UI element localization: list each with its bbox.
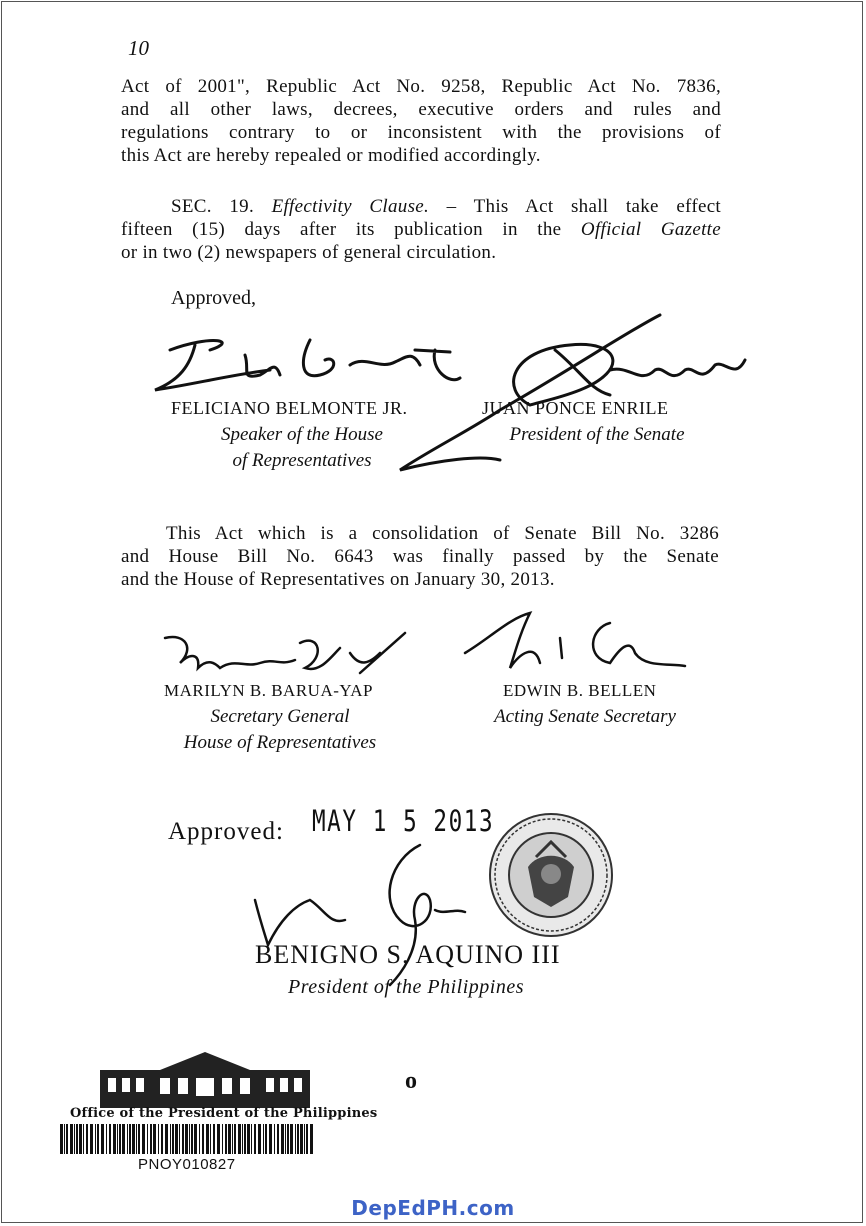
barcode-image (60, 1124, 316, 1154)
barcode-bar (199, 1124, 200, 1154)
barcode-bar (60, 1124, 63, 1154)
effectivity-paragraph (121, 195, 721, 264)
president-title: President of the Philippines (288, 976, 525, 998)
final-approved-label: Approved: (168, 818, 284, 845)
presidential-seal (488, 812, 614, 938)
page-border (1, 1, 863, 1223)
section-heading: Effectivity Clause. (271, 196, 430, 217)
barcode-bar (147, 1124, 148, 1154)
repeal-line-4: this Act are hereby repealed or modified accordingly. (121, 145, 541, 166)
barcode-bar (76, 1124, 78, 1154)
bellen-name: EDWIN B. BELLEN (503, 681, 657, 700)
effectivity-line-2 (121, 218, 721, 241)
approval-date-stamp: MAY 1 5 2013 (312, 804, 495, 838)
barcode-bar (258, 1124, 261, 1154)
repeal-line-1: Act of 2001", Republic Act No. 9258, Republic Act No. 7836, (121, 76, 721, 97)
barcode-bar (175, 1124, 178, 1154)
barcode-bar (117, 1124, 118, 1154)
barcode-bar (232, 1124, 233, 1154)
barcode-bar (194, 1124, 197, 1154)
effectivity-line-2-text: fifteen (15) days after its publication in the (121, 219, 562, 240)
passage-line-3: and the House of Representatives on January 30, 2013. (121, 569, 555, 590)
enrile-title: President of the Senate (509, 424, 685, 445)
barcode-bar (269, 1124, 272, 1154)
barcode-bar (222, 1124, 223, 1154)
barcode-bar (189, 1124, 190, 1154)
barcode-bar (179, 1124, 180, 1154)
approved-label: Approved, (171, 287, 256, 309)
barcode-bar (70, 1124, 73, 1154)
barua-yap-title-1: Secretary General (210, 706, 350, 727)
barcode-bar (210, 1124, 211, 1154)
barcode-bar (74, 1124, 75, 1154)
effectivity-line-1-text: – This Act shall take effect (446, 196, 722, 217)
barcode-bar (185, 1124, 188, 1154)
bellen-title: Acting Senate Secretary (494, 706, 676, 727)
barcode-bar (213, 1124, 215, 1154)
barcode-bar (228, 1124, 231, 1154)
barcode-bar (206, 1124, 209, 1154)
barcode-bar (238, 1124, 241, 1154)
barcode-bar (263, 1124, 264, 1154)
repeal-line-3: regulations contrary to or inconsistent with the provisions of (121, 122, 721, 143)
passage-line-1: This Act which is a consolidation of Senate Bill No. 3286 (166, 523, 719, 544)
barcode-bar (150, 1124, 152, 1154)
watermark: DepEdPH.com (351, 1196, 515, 1220)
barcode-bar (83, 1124, 84, 1154)
malacanang-building-image (100, 1050, 310, 1108)
barcode-bar (295, 1124, 296, 1154)
barcode-bar (127, 1124, 128, 1154)
barcode-bar (86, 1124, 88, 1154)
barua-yap-title-2: House of Representatives (183, 732, 377, 753)
bellen-signature (460, 608, 690, 678)
barcode-bar (129, 1124, 131, 1154)
official-gazette: Official Gazette (580, 219, 721, 240)
barcode-bar (119, 1124, 121, 1154)
barcode-bar (310, 1124, 313, 1154)
barcode-bar (97, 1124, 99, 1154)
barcode-bar (165, 1124, 168, 1154)
effectivity-line-3: or in two (2) newspapers of general circulation. (121, 242, 497, 263)
barcode-bar (306, 1124, 308, 1154)
end-mark: o (405, 1068, 417, 1094)
barcode-bar (304, 1124, 305, 1154)
passage-paragraph (121, 522, 719, 591)
barcode-bar (142, 1124, 145, 1154)
enrile-signature (380, 310, 760, 480)
barcode-bar (254, 1124, 256, 1154)
barcode-bar (122, 1124, 125, 1154)
barcode-bar (251, 1124, 252, 1154)
barcode-bar (158, 1124, 159, 1154)
barcode-bar (191, 1124, 193, 1154)
passage-line-2: and House Bill No. 6643 was finally passed by the Senate (121, 546, 719, 567)
barcode-bar (138, 1124, 140, 1154)
barcode-bar (285, 1124, 286, 1154)
belmonte-title-1: Speaker of the House (221, 424, 383, 445)
barcode-bar (217, 1124, 220, 1154)
enrile-name: JUAN PONCE ENRILE (482, 398, 669, 418)
repeal-line-2: and all other laws, decrees, executive orders and rules and (121, 99, 721, 120)
barcode-bar (153, 1124, 156, 1154)
barcode-bar (202, 1124, 204, 1154)
barcode-bar (90, 1124, 93, 1154)
barcode-bar (106, 1124, 107, 1154)
belmonte-title-2: of Representatives (232, 450, 372, 471)
barcode-bar (64, 1124, 65, 1154)
barua-yap-signature (160, 628, 410, 688)
barcode-number: PNOY010827 (138, 1156, 236, 1173)
barcode-bar (247, 1124, 250, 1154)
barcode-bar (109, 1124, 111, 1154)
barcode-bar (132, 1124, 135, 1154)
barcode-bar (265, 1124, 267, 1154)
barcode-bar (170, 1124, 171, 1154)
barcode-bar (182, 1124, 184, 1154)
barcode-bar (274, 1124, 275, 1154)
barcode-bar (300, 1124, 303, 1154)
barcode-bar (277, 1124, 279, 1154)
barcode-bar (225, 1124, 227, 1154)
president-name: BENIGNO S. AQUINO III (255, 940, 561, 969)
barcode-bar (95, 1124, 96, 1154)
barcode-bar (281, 1124, 284, 1154)
office-of-the-president-text: Office of the President of the Philippines (70, 1106, 378, 1121)
repeal-paragraph (121, 75, 721, 167)
barua-yap-name: MARILYN B. BARUA-YAP (164, 681, 374, 700)
section-label: SEC. 19. (171, 196, 254, 217)
effectivity-line-1 (121, 195, 721, 218)
barcode-bar (297, 1124, 299, 1154)
barcode-bar (66, 1124, 68, 1154)
barcode-bar (287, 1124, 289, 1154)
page-number: 10 (128, 36, 149, 60)
barcode-bar (161, 1124, 163, 1154)
belmonte-name: FELICIANO BELMONTE JR. (171, 398, 408, 418)
barcode-bar (172, 1124, 174, 1154)
barcode-bar (136, 1124, 137, 1154)
barcode-bar (113, 1124, 116, 1154)
barcode-bar (101, 1124, 104, 1154)
barcode-bar (244, 1124, 246, 1154)
barcode-bar (290, 1124, 293, 1154)
barcode-bar (79, 1124, 82, 1154)
barcode-bar (242, 1124, 243, 1154)
barcode-bar (234, 1124, 236, 1154)
